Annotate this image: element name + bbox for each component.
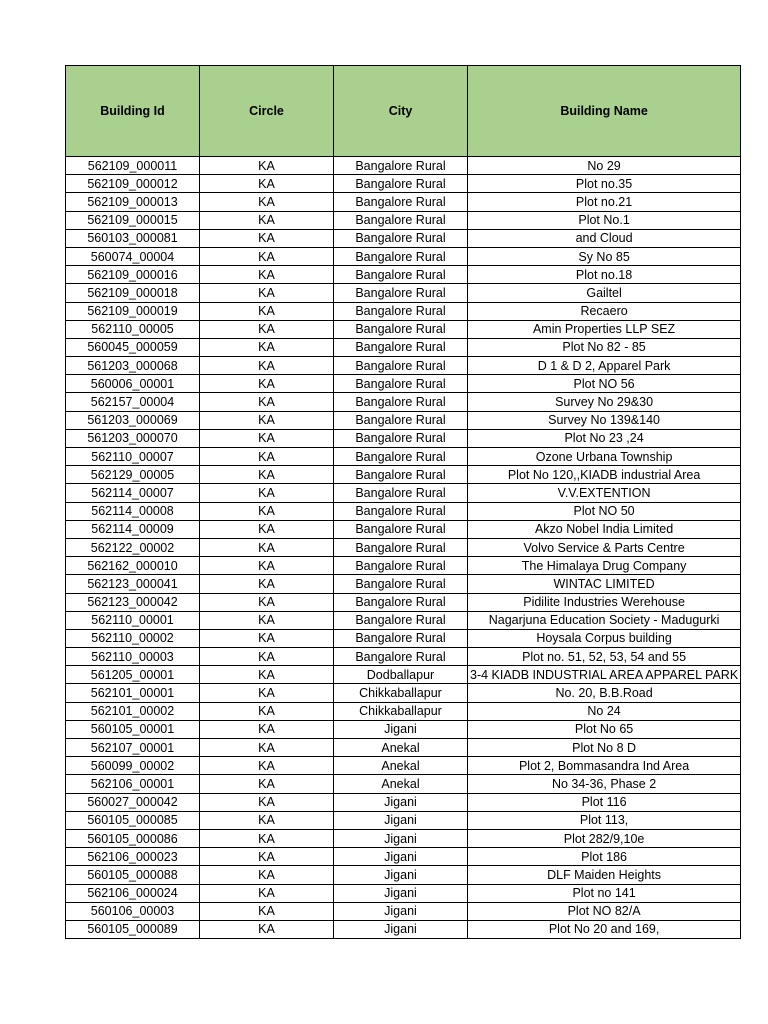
city-cell: Bangalore Rural <box>334 229 468 247</box>
city-cell: Bangalore Rural <box>334 611 468 629</box>
city-cell: Bangalore Rural <box>334 520 468 538</box>
building-name-cell: Plot NO 56 <box>468 375 741 393</box>
building-id-cell: 561205_00001 <box>66 666 200 684</box>
building-name-cell: Survey No 139&140 <box>468 411 741 429</box>
circle-cell: KA <box>200 175 334 193</box>
table-row <box>66 357 741 375</box>
city-cell: Bangalore Rural <box>334 393 468 411</box>
building-name-cell: 3-4 KIADB INDUSTRIAL AREA APPAREL PARK <box>468 666 741 684</box>
circle-cell: KA <box>200 829 334 847</box>
building-id-cell: 562162_000010 <box>66 557 200 575</box>
building-name-cell: Plot No 23 ,24 <box>468 429 741 447</box>
table-row <box>66 848 741 866</box>
city-cell: Jigani <box>334 811 468 829</box>
building-name-cell: Hoysala Corpus building <box>468 629 741 647</box>
building-id-cell: 562109_000019 <box>66 302 200 320</box>
table-row <box>66 811 741 829</box>
circle-cell: KA <box>200 375 334 393</box>
circle-cell: KA <box>200 920 334 938</box>
building-name-cell: DLF Maiden Heights <box>468 866 741 884</box>
circle-cell: KA <box>200 157 334 175</box>
table-row <box>66 229 741 247</box>
circle-cell: KA <box>200 611 334 629</box>
table-row <box>66 466 741 484</box>
circle-cell: KA <box>200 357 334 375</box>
building-name-cell: Volvo Service & Parts Centre <box>468 538 741 556</box>
circle-cell: KA <box>200 466 334 484</box>
circle-cell: KA <box>200 739 334 757</box>
table-row <box>66 829 741 847</box>
city-cell: Jigani <box>334 848 468 866</box>
city-cell: Bangalore Rural <box>334 448 468 466</box>
building-name-cell: Plot No.1 <box>468 211 741 229</box>
building-id-cell: 562123_000041 <box>66 575 200 593</box>
circle-cell: KA <box>200 393 334 411</box>
city-cell: Bangalore Rural <box>334 484 468 502</box>
circle-cell: KA <box>200 193 334 211</box>
building-id-cell: 561203_000070 <box>66 429 200 447</box>
building-name-cell: Akzo Nobel India Limited <box>468 520 741 538</box>
building-id-cell: 560045_000059 <box>66 338 200 356</box>
circle-cell: KA <box>200 484 334 502</box>
circle-cell: KA <box>200 884 334 902</box>
table-row <box>66 266 741 284</box>
circle-cell: KA <box>200 720 334 738</box>
city-cell: Bangalore Rural <box>334 411 468 429</box>
table-row <box>66 757 741 775</box>
table-row <box>66 648 741 666</box>
circle-cell: KA <box>200 538 334 556</box>
building-id-cell: 560099_00002 <box>66 757 200 775</box>
circle-cell: KA <box>200 629 334 647</box>
building-id-cell: 562109_000011 <box>66 157 200 175</box>
building-name-cell: No. 20, B.B.Road <box>468 684 741 702</box>
circle-cell: KA <box>200 848 334 866</box>
table-row <box>66 502 741 520</box>
circle-cell: KA <box>200 502 334 520</box>
city-cell: Bangalore Rural <box>334 593 468 611</box>
circle-cell: KA <box>200 557 334 575</box>
table-row <box>66 429 741 447</box>
building-id-cell: 562110_00005 <box>66 320 200 338</box>
city-cell: Jigani <box>334 866 468 884</box>
building-id-cell: 562107_00001 <box>66 739 200 757</box>
city-cell: Bangalore Rural <box>334 211 468 229</box>
building-id-cell: 562110_00003 <box>66 648 200 666</box>
table-row <box>66 448 741 466</box>
table-row <box>66 593 741 611</box>
building-id-cell: 562101_00002 <box>66 702 200 720</box>
table-row <box>66 538 741 556</box>
circle-cell: KA <box>200 793 334 811</box>
table-body <box>66 157 741 939</box>
city-cell: Bangalore Rural <box>334 157 468 175</box>
building-name-cell: No 34-36, Phase 2 <box>468 775 741 793</box>
building-id-cell: 562109_000015 <box>66 211 200 229</box>
city-cell: Jigani <box>334 884 468 902</box>
building-id-cell: 560105_000085 <box>66 811 200 829</box>
building-id-cell: 562114_00007 <box>66 484 200 502</box>
header-building-name: Building Name <box>468 66 741 157</box>
table-row <box>66 739 741 757</box>
city-cell: Anekal <box>334 775 468 793</box>
building-name-cell: Plot no. 51, 52, 53, 54 and 55 <box>468 648 741 666</box>
building-name-cell: Plot 116 <box>468 793 741 811</box>
building-id-cell: 562123_000042 <box>66 593 200 611</box>
table-row <box>66 557 741 575</box>
building-name-cell: Plot 282/9,10e <box>468 829 741 847</box>
city-cell: Bangalore Rural <box>334 557 468 575</box>
circle-cell: KA <box>200 284 334 302</box>
building-id-cell: 562106_000024 <box>66 884 200 902</box>
table-row <box>66 611 741 629</box>
building-name-cell: Ozone Urbana Township <box>468 448 741 466</box>
table-row <box>66 866 741 884</box>
table-row <box>66 193 741 211</box>
building-table <box>65 65 741 939</box>
building-id-cell: 562110_00002 <box>66 629 200 647</box>
building-id-cell: 562114_00008 <box>66 502 200 520</box>
city-cell: Anekal <box>334 739 468 757</box>
header-row <box>66 66 741 157</box>
building-id-cell: 560105_000088 <box>66 866 200 884</box>
table-row <box>66 175 741 193</box>
building-name-cell: Plot No 65 <box>468 720 741 738</box>
table-row <box>66 411 741 429</box>
building-name-cell: Gailtel <box>468 284 741 302</box>
table-row <box>66 902 741 920</box>
building-name-cell: Plot No 20 and 169, <box>468 920 741 938</box>
table-row <box>66 302 741 320</box>
circle-cell: KA <box>200 247 334 265</box>
building-name-cell: Nagarjuna Education Society - Madugurki <box>468 611 741 629</box>
building-id-cell: 562122_00002 <box>66 538 200 556</box>
table-row <box>66 211 741 229</box>
city-cell: Bangalore Rural <box>334 648 468 666</box>
table-row <box>66 320 741 338</box>
circle-cell: KA <box>200 666 334 684</box>
circle-cell: KA <box>200 411 334 429</box>
city-cell: Bangalore Rural <box>334 284 468 302</box>
city-cell: Bangalore Rural <box>334 466 468 484</box>
building-id-cell: 560027_000042 <box>66 793 200 811</box>
circle-cell: KA <box>200 684 334 702</box>
circle-cell: KA <box>200 520 334 538</box>
building-name-cell: Plot no.18 <box>468 266 741 284</box>
table-row <box>66 884 741 902</box>
building-name-cell: Pidilite Industries Werehouse <box>468 593 741 611</box>
circle-cell: KA <box>200 593 334 611</box>
circle-cell: KA <box>200 211 334 229</box>
building-name-cell: Plot 2, Bommasandra Ind Area <box>468 757 741 775</box>
table-row <box>66 484 741 502</box>
building-name-cell: The Himalaya Drug Company <box>468 557 741 575</box>
circle-cell: KA <box>200 811 334 829</box>
table-row <box>66 157 741 175</box>
building-name-cell: Recaero <box>468 302 741 320</box>
table-row <box>66 575 741 593</box>
building-id-cell: 562110_00001 <box>66 611 200 629</box>
building-id-cell: 562129_00005 <box>66 466 200 484</box>
city-cell: Bangalore Rural <box>334 375 468 393</box>
circle-cell: KA <box>200 902 334 920</box>
circle-cell: KA <box>200 302 334 320</box>
circle-cell: KA <box>200 448 334 466</box>
city-cell: Bangalore Rural <box>334 575 468 593</box>
building-name-cell: Plot No 120,,KIADB industrial Area <box>468 466 741 484</box>
building-name-cell: Plot NO 82/A <box>468 902 741 920</box>
header-building-id: Building Id <box>66 66 200 157</box>
building-name-cell: Plot No 82 - 85 <box>468 338 741 356</box>
circle-cell: KA <box>200 429 334 447</box>
building-id-cell: 560103_000081 <box>66 229 200 247</box>
circle-cell: KA <box>200 702 334 720</box>
city-cell: Anekal <box>334 757 468 775</box>
table-row <box>66 702 741 720</box>
building-name-cell: Plot No 8 D <box>468 739 741 757</box>
circle-cell: KA <box>200 775 334 793</box>
building-name-cell: D 1 & D 2, Apparel Park <box>468 357 741 375</box>
building-name-cell: WINTAC LIMITED <box>468 575 741 593</box>
city-cell: Bangalore Rural <box>334 357 468 375</box>
city-cell: Bangalore Rural <box>334 320 468 338</box>
building-id-cell: 561203_000068 <box>66 357 200 375</box>
city-cell: Bangalore Rural <box>334 193 468 211</box>
table-row <box>66 284 741 302</box>
circle-cell: KA <box>200 866 334 884</box>
building-id-cell: 562109_000016 <box>66 266 200 284</box>
city-cell: Chikkaballapur <box>334 684 468 702</box>
city-cell: Jigani <box>334 720 468 738</box>
building-name-cell: Plot NO 50 <box>468 502 741 520</box>
building-id-cell: 562109_000018 <box>66 284 200 302</box>
city-cell: Jigani <box>334 920 468 938</box>
table-row <box>66 520 741 538</box>
building-id-cell: 561203_000069 <box>66 411 200 429</box>
building-id-cell: 560106_00003 <box>66 902 200 920</box>
circle-cell: KA <box>200 575 334 593</box>
building-id-cell: 562114_00009 <box>66 520 200 538</box>
circle-cell: KA <box>200 320 334 338</box>
table-row <box>66 393 741 411</box>
building-name-cell: No 29 <box>468 157 741 175</box>
city-cell: Bangalore Rural <box>334 266 468 284</box>
building-name-cell: and Cloud <box>468 229 741 247</box>
city-cell: Jigani <box>334 793 468 811</box>
building-id-cell: 560074_00004 <box>66 247 200 265</box>
table-row <box>66 920 741 938</box>
building-name-cell: V.V.EXTENTION <box>468 484 741 502</box>
city-cell: Bangalore Rural <box>334 175 468 193</box>
table-row <box>66 684 741 702</box>
city-cell: Bangalore Rural <box>334 538 468 556</box>
building-name-cell: Survey No 29&30 <box>468 393 741 411</box>
table-row <box>66 338 741 356</box>
building-id-cell: 562106_000023 <box>66 848 200 866</box>
header-circle: Circle <box>200 66 334 157</box>
table-row <box>66 629 741 647</box>
building-id-cell: 560105_000089 <box>66 920 200 938</box>
city-cell: Bangalore Rural <box>334 247 468 265</box>
building-id-cell: 562109_000013 <box>66 193 200 211</box>
city-cell: Bangalore Rural <box>334 338 468 356</box>
building-name-cell: Plot no.35 <box>468 175 741 193</box>
table-row <box>66 720 741 738</box>
header-city: City <box>334 66 468 157</box>
building-id-cell: 562157_00004 <box>66 393 200 411</box>
circle-cell: KA <box>200 229 334 247</box>
circle-cell: KA <box>200 338 334 356</box>
building-name-cell: Plot 186 <box>468 848 741 866</box>
building-id-cell: 560006_00001 <box>66 375 200 393</box>
table-row <box>66 247 741 265</box>
circle-cell: KA <box>200 757 334 775</box>
building-name-cell: Plot no 141 <box>468 884 741 902</box>
table-row <box>66 775 741 793</box>
table-row <box>66 793 741 811</box>
building-name-cell: Sy No 85 <box>468 247 741 265</box>
building-id-cell: 560105_000086 <box>66 829 200 847</box>
table-row <box>66 375 741 393</box>
circle-cell: KA <box>200 648 334 666</box>
building-id-cell: 562101_00001 <box>66 684 200 702</box>
building-name-cell: Plot 113, <box>468 811 741 829</box>
city-cell: Bangalore Rural <box>334 629 468 647</box>
circle-cell: KA <box>200 266 334 284</box>
building-id-cell: 562110_00007 <box>66 448 200 466</box>
city-cell: Bangalore Rural <box>334 502 468 520</box>
city-cell: Jigani <box>334 902 468 920</box>
city-cell: Bangalore Rural <box>334 429 468 447</box>
building-id-cell: 562109_000012 <box>66 175 200 193</box>
building-name-cell: No 24 <box>468 702 741 720</box>
building-name-cell: Plot no.21 <box>468 193 741 211</box>
city-cell: Bangalore Rural <box>334 302 468 320</box>
city-cell: Jigani <box>334 829 468 847</box>
city-cell: Chikkaballapur <box>334 702 468 720</box>
building-id-cell: 560105_00001 <box>66 720 200 738</box>
building-name-cell: Amin Properties LLP SEZ <box>468 320 741 338</box>
table-row <box>66 666 741 684</box>
building-id-cell: 562106_00001 <box>66 775 200 793</box>
city-cell: Dodballapur <box>334 666 468 684</box>
